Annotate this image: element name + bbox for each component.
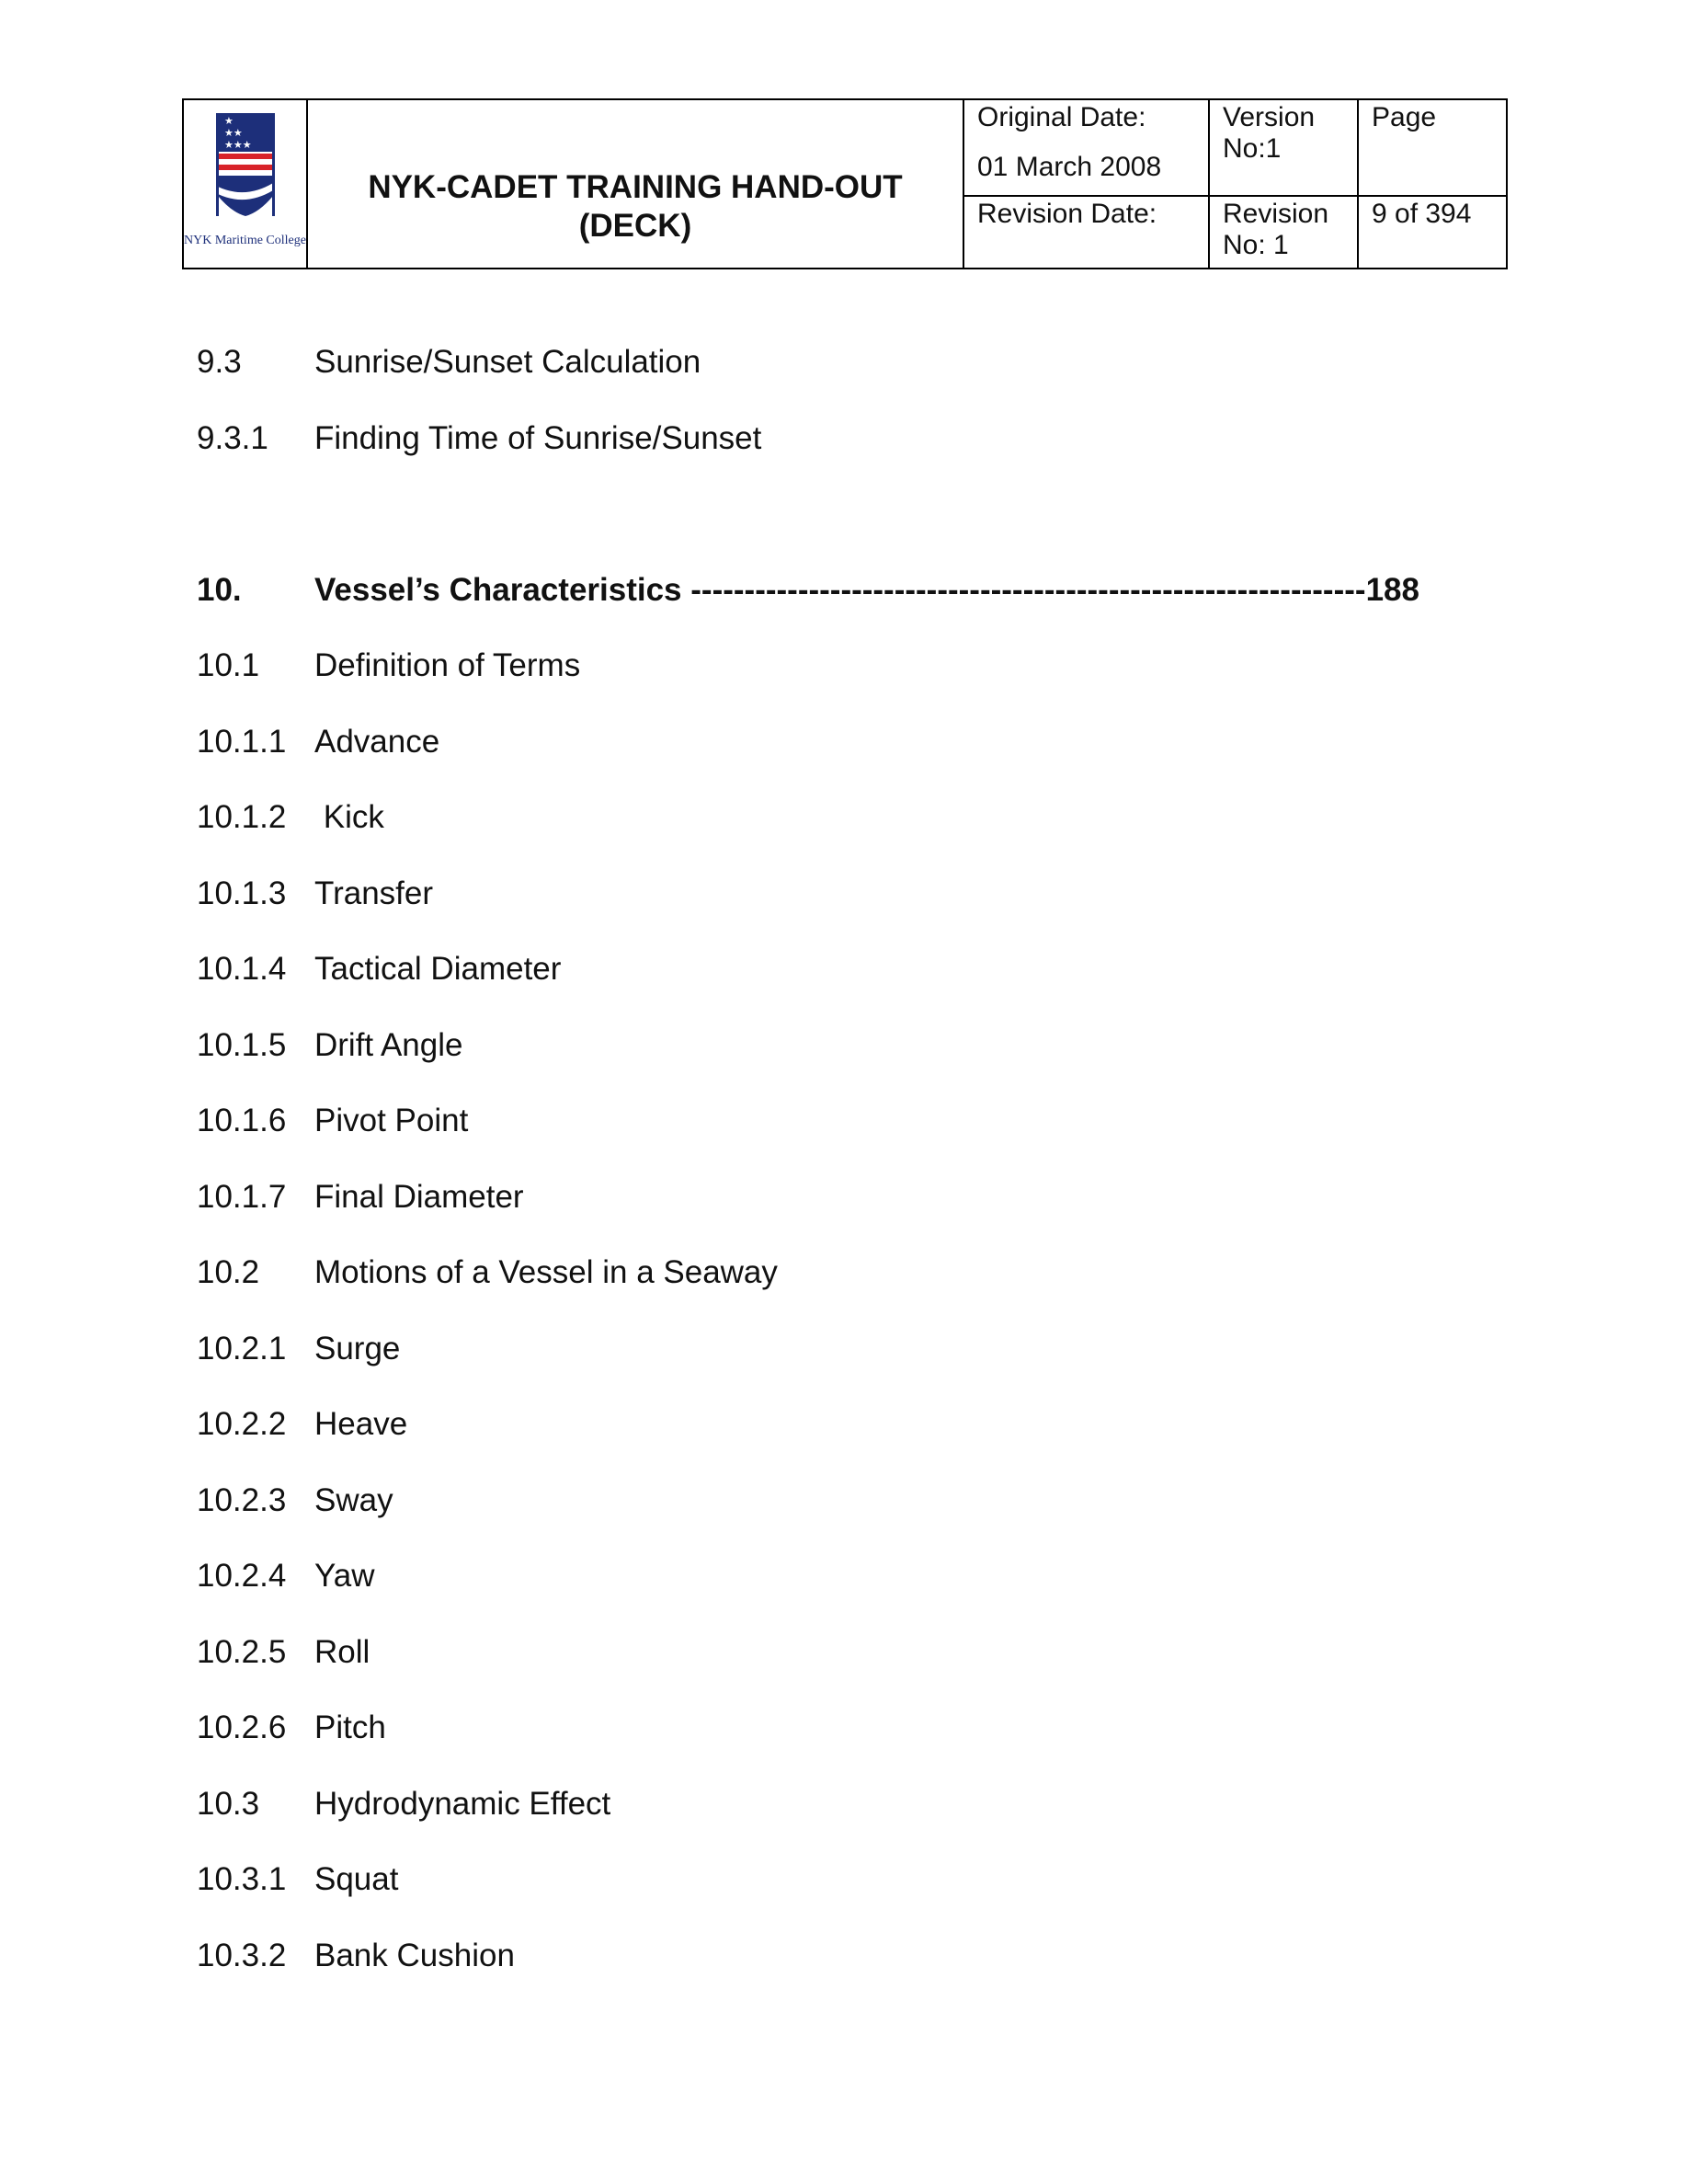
toc-number: 10.1 bbox=[197, 647, 260, 683]
toc-title: Pitch bbox=[314, 1709, 386, 1745]
toc-title: Definition of Terms bbox=[314, 647, 581, 683]
document-header bbox=[182, 98, 1508, 269]
toc-title: Roll bbox=[314, 1634, 370, 1670]
toc-title: Yaw bbox=[314, 1558, 375, 1594]
toc-title: Finding Time of Sunrise/Sunset bbox=[314, 420, 762, 456]
toc-title: Pivot Point bbox=[314, 1103, 469, 1138]
toc-page-number: 188 bbox=[1365, 572, 1419, 608]
toc-title: Vessel’s Characteristics bbox=[314, 572, 682, 608]
toc-leader-dashes: --------------------------------------------------------------- bbox=[690, 572, 1366, 608]
revision-date-cell bbox=[963, 196, 1209, 269]
toc-title: Bank Cushion bbox=[314, 1938, 515, 1973]
toc-title: Kick bbox=[314, 799, 384, 835]
toc-title: Hydrodynamic Effect bbox=[314, 1786, 611, 1822]
toc-title: Drift Angle bbox=[314, 1027, 463, 1063]
toc-number: 10.3.1 bbox=[197, 1861, 287, 1897]
title-line-1: NYK-CADET TRAINING HAND-OUT bbox=[368, 169, 903, 205]
toc-title: Final Diameter bbox=[314, 1179, 524, 1215]
toc-title: Motions of a Vessel in a Seaway bbox=[314, 1254, 778, 1290]
toc-number: 10.2.4 bbox=[197, 1558, 287, 1594]
toc-title: Squat bbox=[314, 1861, 399, 1897]
svg-text:★★★: ★★★ bbox=[223, 139, 252, 151]
original-date-cell bbox=[963, 99, 1209, 196]
toc-title-with-leader bbox=[314, 571, 1419, 610]
toc-number: 10.1.7 bbox=[197, 1179, 287, 1215]
toc-number: 10.1.2 bbox=[197, 799, 287, 835]
toc-number: 10.1.5 bbox=[197, 1027, 287, 1063]
toc-number: 10.2.6 bbox=[197, 1709, 287, 1745]
revision-cell bbox=[1209, 196, 1358, 269]
toc-number: 10.2.5 bbox=[197, 1634, 287, 1670]
toc-number: 10.2.1 bbox=[197, 1331, 287, 1366]
page-label: Page bbox=[1372, 102, 1437, 132]
version-label: Version No:1 bbox=[1223, 102, 1316, 164]
toc-title: Advance bbox=[314, 724, 440, 760]
original-date-label: Original Date: bbox=[977, 102, 1146, 132]
toc-number: 9.3.1 bbox=[197, 420, 268, 456]
toc-number: 10.1.1 bbox=[197, 724, 287, 760]
shield-flag-icon bbox=[213, 111, 278, 220]
toc-number: 10.2.3 bbox=[197, 1482, 287, 1518]
page-label-cell bbox=[1358, 99, 1507, 196]
document-title bbox=[308, 122, 963, 246]
toc-title: Sway bbox=[314, 1482, 393, 1518]
toc-title: Sunrise/Sunset Calculation bbox=[314, 344, 701, 380]
college-logo bbox=[184, 101, 306, 267]
toc-number: 9.3 bbox=[197, 344, 242, 380]
version-cell bbox=[1209, 99, 1358, 196]
page-number-cell bbox=[1358, 196, 1507, 269]
toc-number: 10.2 bbox=[197, 1254, 260, 1290]
title-cell bbox=[307, 99, 963, 269]
logo-cell bbox=[183, 99, 307, 269]
toc-number: 10.1.4 bbox=[197, 951, 287, 987]
toc-title: Transfer bbox=[314, 875, 434, 911]
toc-number: 10.2.2 bbox=[197, 1406, 287, 1442]
svg-text:★★: ★★ bbox=[223, 127, 243, 139]
page-number: 9 of 394 bbox=[1372, 199, 1472, 229]
logo-text: NYK Maritime College bbox=[184, 234, 306, 247]
revision-label: Revision No: 1 bbox=[1223, 199, 1329, 260]
toc-number: 10.3.2 bbox=[197, 1938, 287, 1973]
svg-text:★: ★ bbox=[223, 115, 234, 127]
revision-date-label: Revision Date: bbox=[977, 199, 1157, 229]
toc-number: 10. bbox=[197, 572, 242, 608]
toc-number: 10.1.3 bbox=[197, 875, 287, 911]
toc-title: Surge bbox=[314, 1331, 401, 1366]
toc-title: Heave bbox=[314, 1406, 408, 1442]
toc-title: Tactical Diameter bbox=[314, 951, 562, 987]
toc-number: 10.3 bbox=[197, 1786, 260, 1822]
title-line-2: (DECK) bbox=[578, 208, 692, 244]
toc-number: 10.1.6 bbox=[197, 1103, 287, 1138]
original-date-value: 01 March 2008 bbox=[977, 152, 1162, 182]
